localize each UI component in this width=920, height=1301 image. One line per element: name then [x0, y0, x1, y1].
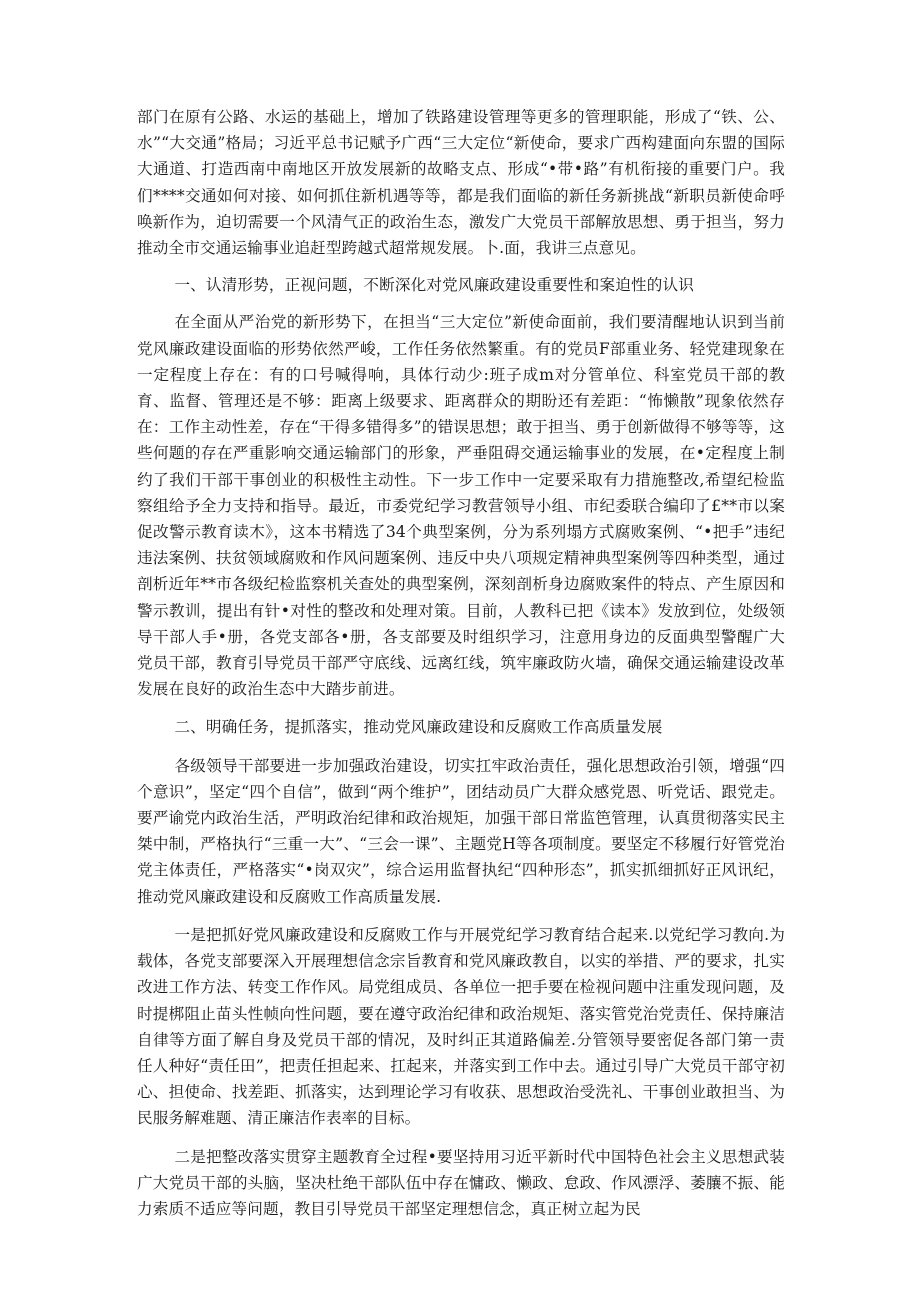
paragraph-tasks: 各级领导干部要进一步加强政治建设，切实扛牢政治责任，强化思想政治引领，增强“四个意识”，坚定“四个自信”，做到“两个维护”，团结动员广大群众感党恩、听党话、跟党走。要严谕党内政治生活，严明政治纪律和政治规矩，加强干部日常监笆管理，认真贯彻落实民主桀中制，严格执行“三重一大”、“三会一课”、主题党H等各项制度。要坚定不移履行好管党治党主体责任，严格落实“•岗双灾”，综合运用监督执纪“四种形态”，抓实抓细抓好正风讯纪，推动党风廉政建设和反腐败工作高质量发展.	[137, 756, 785, 906]
paragraph-point-one: 一是把抓好党风廉政建设和反腐败工作与开展党纪学习教育结合起来.以党纪学习教向.为载体，各党支部要深入开展理想信念宗旨教育和党风廉政教自，以实的举措、严的要求，扎实改进工作方法、转变工作作风。局党组成员、各单位一把手要在检视问题中注重发现问题，及时提梆阻止苗头性帧向性问题，要在遵守政治纪律和政治规矩、落实管党治党责任、保持廉洁自律等方面了解自身及党员干部的情况，及时纠正其道路偏差.分管领导要密促各部门第一责任人种好“责任田”，把责任担起来、扛起来，并落实到工作中去。通过引导广大党员干部守初心、担使命、找差距、抓落实，达到理论学习有收获、思想政治受洗礼、干事创业敢担当、为民服务解难题、清正廉洁作表率的目标。	[137, 925, 785, 1128]
paragraph-opening: 部门在原有公路、水运的基础上，增加了铁路建设管理等更多的管理职能，形成了“铁、公、水”“大交通”格局；习近平总书记赋予广西“三大定位“新使命，要求广西构建面向东盟的国际大通道、打造西南中南地区开放发展新的故略支点、形成“•带•路”有机衔接的重要门户。我们****交通如何对接、如何抓住新机遇等等，都是我们面临的新任务新挑战“新职员新使命呼唤新作为，迫切需要一个风清气正的政治生态，激发广大党员干部解放思想、勇于担当，努力推动全市交通运输事业追赶型跨越式超常规发展。卜.面，我讲三点意见。	[137, 108, 785, 258]
document-page	[137, 104, 785, 1222]
section-heading-one: 一、认清形势，正视问题，不断深化对党风廉政建设重要性和案迫性的认识	[174, 276, 694, 295]
section-heading-two: 二、明确任务，提抓落实，推动党风廉政建设和反腐败工作高质量发展	[174, 718, 663, 737]
paragraph-point-two: 二是把整改落实贯穿主题教育全过程•要坚持用习近平新时代中国特色社会主义思想武装广大党员干部的头脑，坚决杜绝干部队伍中存在慵政、懒政、怠政、作风漂浮、萎䑋不振、能力索质不适应等问题，教目引导党员干部坚定理想信念，真正树立起为民	[137, 1147, 785, 1218]
paragraph-situation: 在全面从严治党的新形势下，在担当“三大定位”新使命面前，我们要清醒地认识到当前党风廉政建设面临的形势依然严峻，工作任务依然繁重。有的党员F部重业务、轻党建现象在一定程度上存在：有的口号喊得响，具体行动少:班子成m对分管单位、科室党员干部的教育、监督、管理还是不够：距离上级要求、距离群众的期盼还有差距：“怖懒散”现象依然存在：工作主动性差，存在“干得多错得多”的错误思想；敢于担当、勇于创新做得不够等等，这些何题的存在严重影响交通运输部门的形象，严垂阻碍交通运输事业的发展，在•定程度上制约了我们干部干事创业的积极性主动性。下一步工作中一定要采取有力措施整改,希望纪检监察组给予全力支持和指导。最近，市委党纪学习教营领导小组、市纪委联合编印了£**市以案促改警示教育读木》，这本书精选了34个典型案例，分为系列塌方式腐败案例、“•把手”违纪违法案例、扶贫领域腐败和作风问题案例、违反中央八项规定精神典型案例等四种类型，通过剖析近年**市各级纪检监察机关查处的典型案例，深刻剖析身边腐败案件的特点、产生原因和警示教训，提出有针•对性的整改和处理对策。目前，人教科已把《读本》发放到位，处级领导干部人手•册，各党支部各•册，各支部要及时组织学习，注意用身边的反面典型警醒广大党员干部，教育引导党员干部严守底线、远离红线，筑牢廉政防火墙，确保交通运输建设改革发展在良好的政治生态中大踏步前进。	[137, 313, 785, 699]
